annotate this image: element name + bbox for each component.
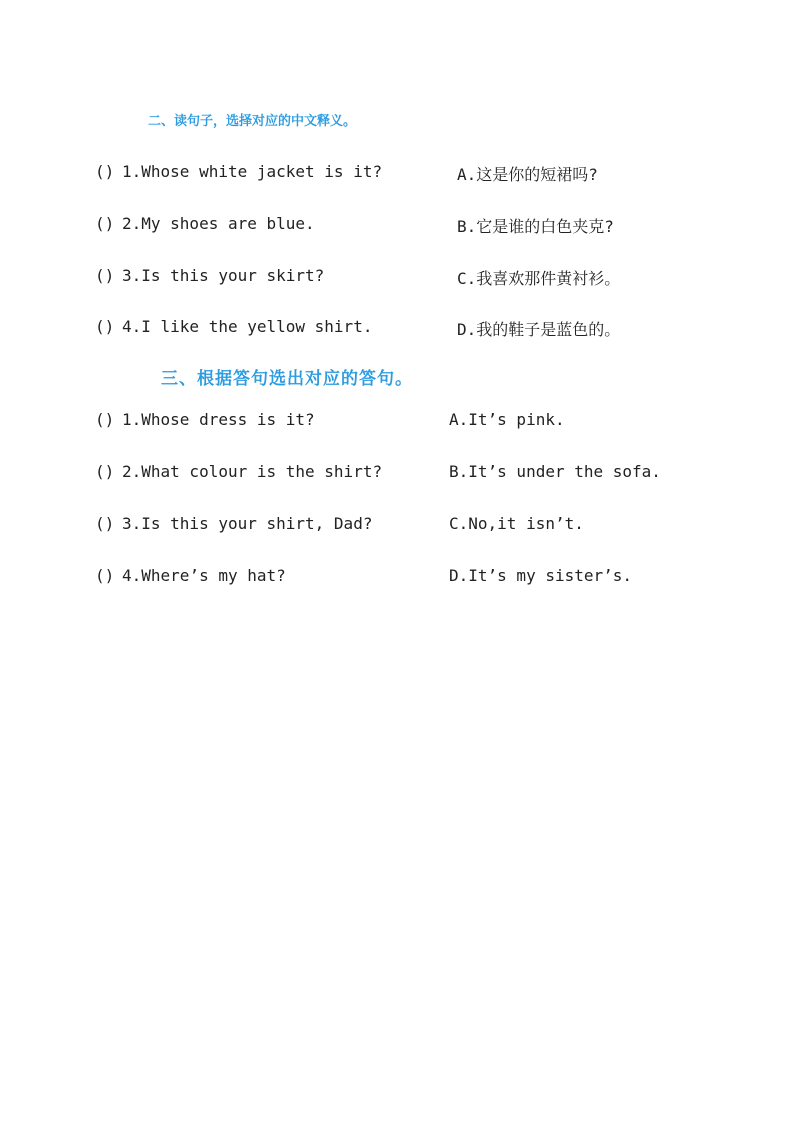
- section-3-heading: 三、根据答句选出对应的答句。: [161, 369, 413, 389]
- answer-blank[interactable]: (): [95, 266, 115, 285]
- choice-text: C.No,it isn’t.: [449, 514, 584, 533]
- answer-blank[interactable]: (): [95, 514, 115, 533]
- answer-blank[interactable]: (): [95, 410, 115, 429]
- question-text: 4.I like the yellow shirt.: [122, 317, 373, 336]
- answer-blank[interactable]: (): [95, 214, 115, 233]
- question-text: 3.Is this your skirt?: [122, 266, 325, 285]
- choice-text: B.It’s under the sofa.: [449, 462, 661, 481]
- choice-text: A.这是你的短裙吗?: [457, 165, 598, 184]
- exercise-row: [95, 162, 775, 186]
- choice-text: D.我的鞋子是蓝色的。: [457, 320, 621, 339]
- question-text: 1.Whose dress is it?: [122, 410, 315, 429]
- section-2-heading: 二、读句子，选择对应的中文释义。: [148, 114, 357, 129]
- question-text: 2.What colour is the shirt?: [122, 462, 383, 481]
- question-text: 3.Is this your shirt, Dad?: [122, 514, 373, 533]
- exercise-row: [95, 462, 775, 486]
- question-text: 1.Whose white jacket is it?: [122, 162, 383, 181]
- choice-text: D.It’s my sister’s.: [449, 566, 633, 585]
- answer-blank[interactable]: (): [95, 566, 115, 585]
- exercise-row: [95, 266, 775, 290]
- exercise-row: [95, 566, 775, 590]
- choice-text: B.它是谁的白色夹克?: [457, 217, 614, 236]
- answer-blank[interactable]: (): [95, 462, 115, 481]
- exercise-row: [95, 214, 775, 238]
- question-text: 4.Where’s my hat?: [122, 566, 286, 585]
- choice-text: A.It’s pink.: [449, 410, 565, 429]
- exercise-row: [95, 514, 775, 538]
- answer-blank[interactable]: (): [95, 162, 115, 181]
- exercise-row: [95, 317, 775, 341]
- exercise-row: [95, 410, 775, 434]
- choice-text: C.我喜欢那件黄衬衫。: [457, 269, 621, 288]
- answer-blank[interactable]: (): [95, 317, 115, 336]
- question-text: 2.My shoes are blue.: [122, 214, 315, 233]
